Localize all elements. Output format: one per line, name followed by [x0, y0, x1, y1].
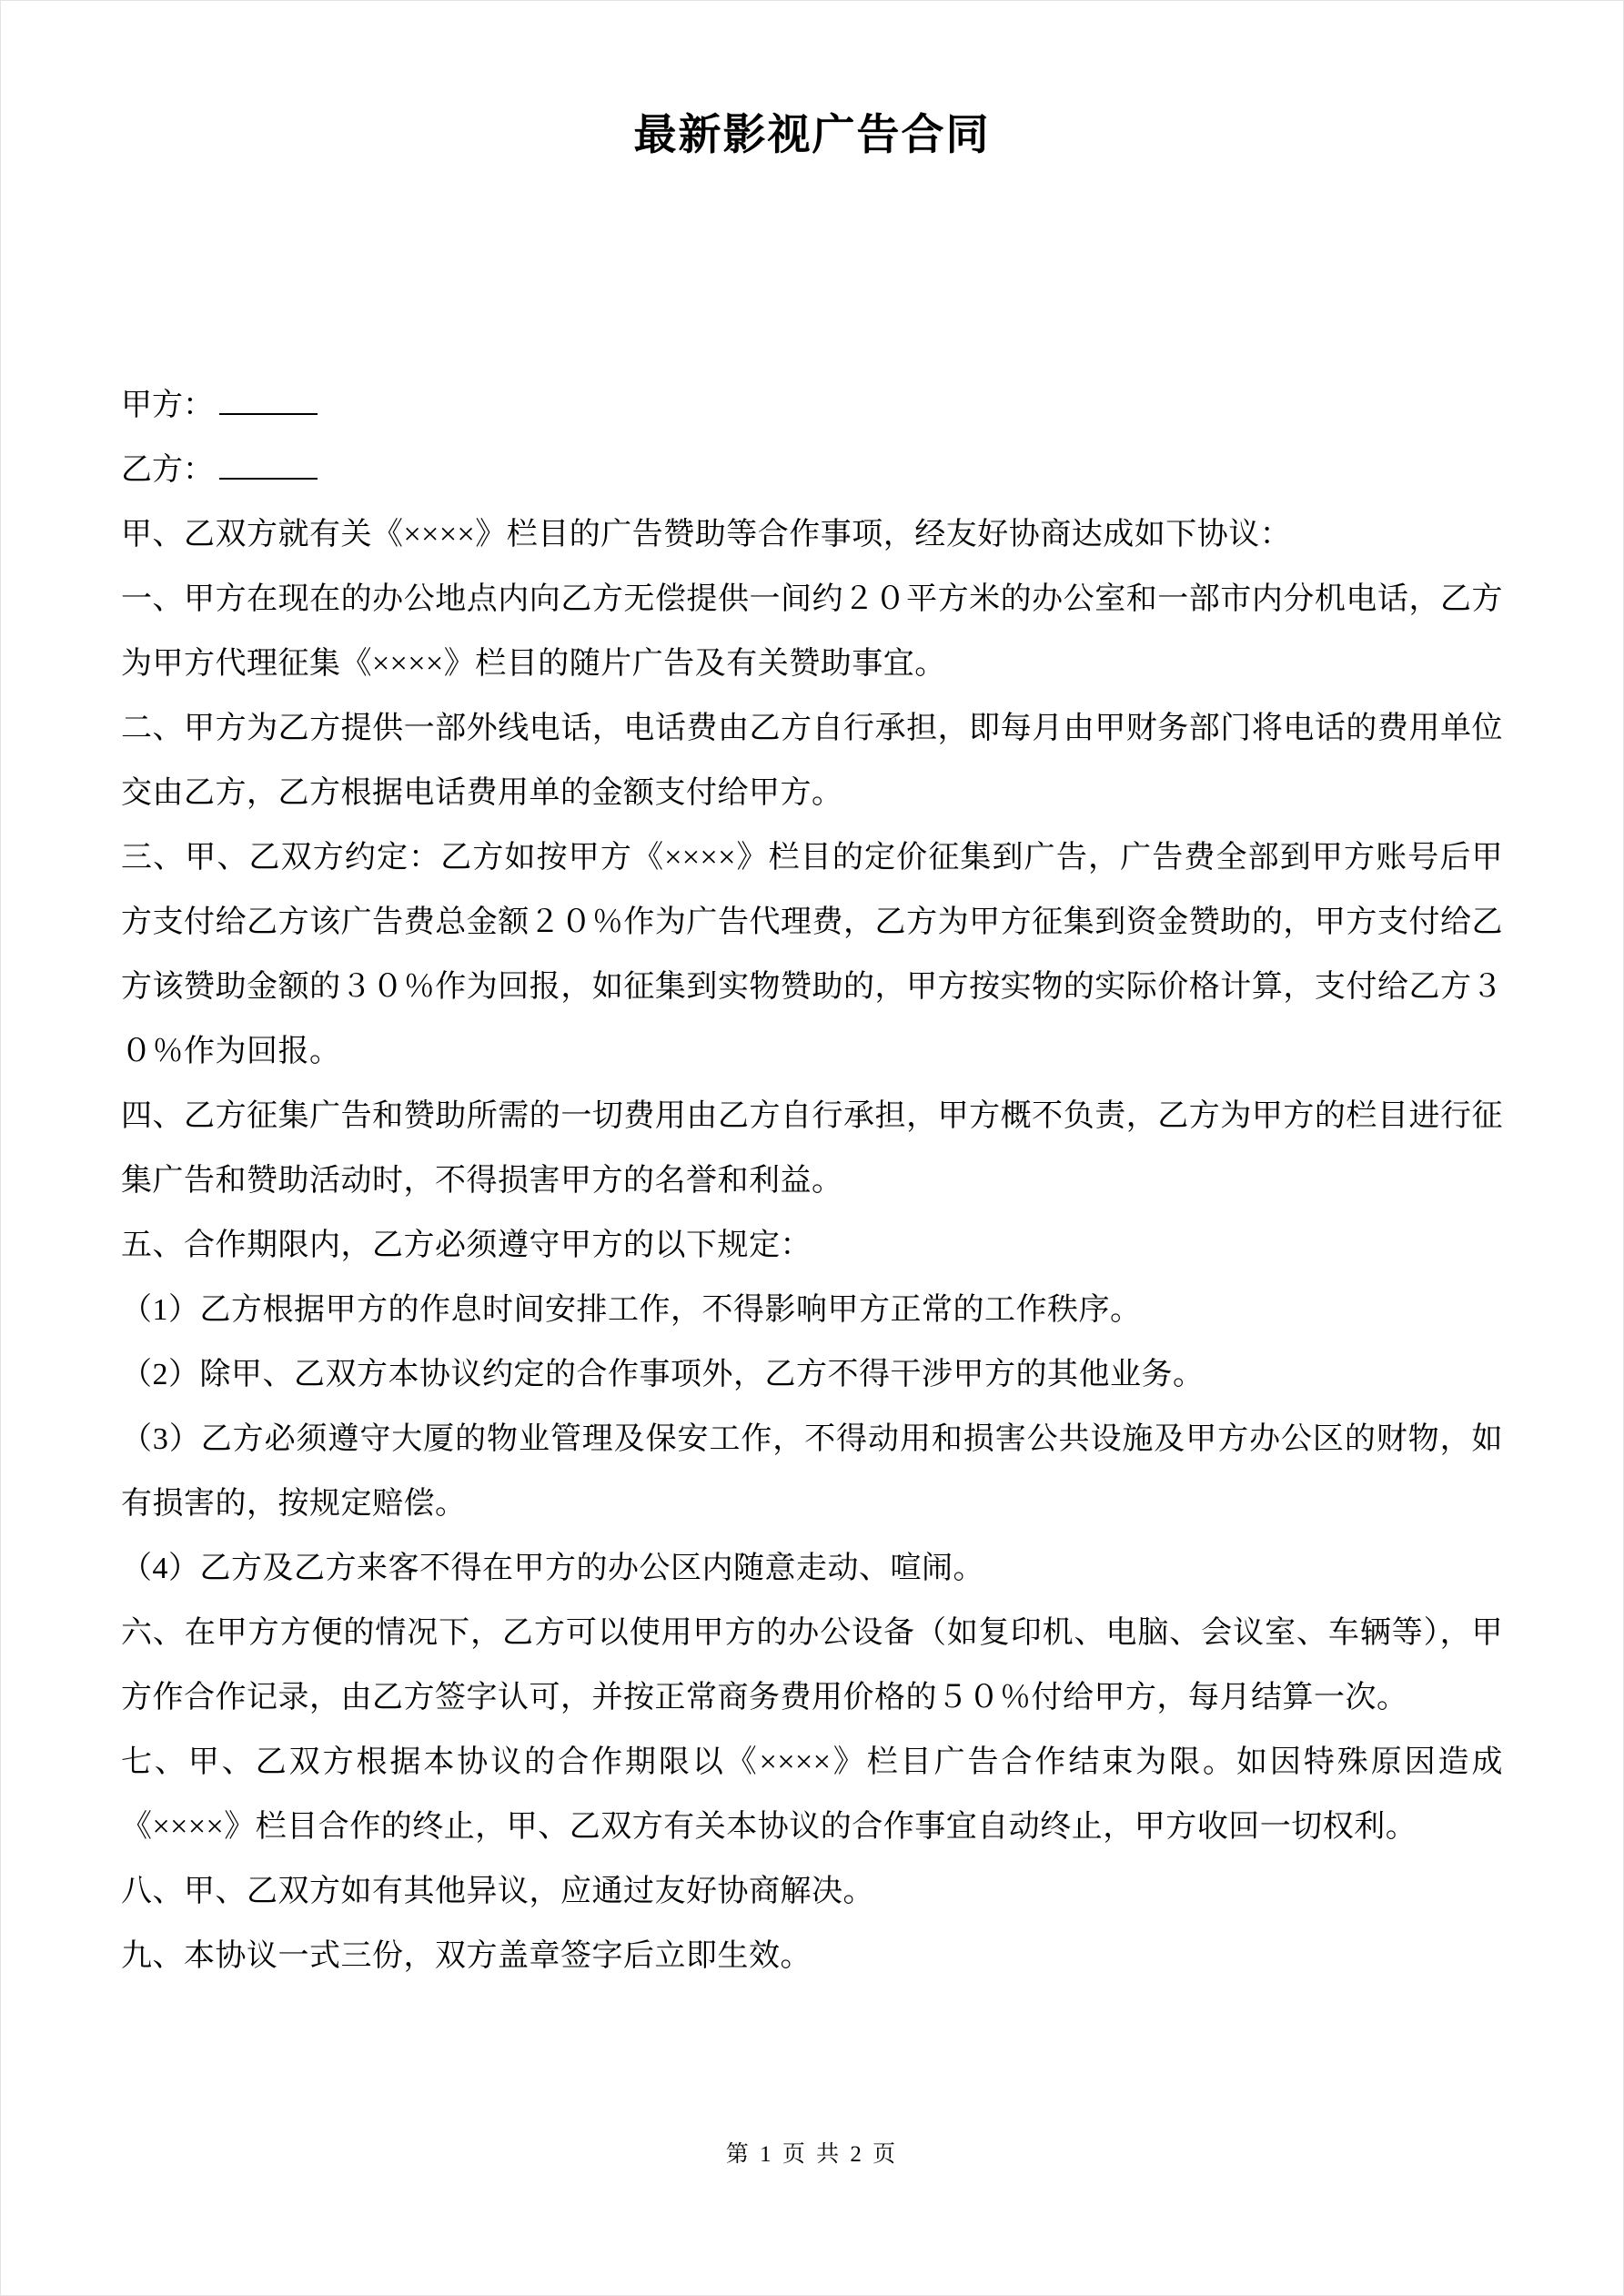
contract-paragraph-clause-3: 三、甲、乙双方约定：乙方如按甲方《××××》栏目的定价征集到广告，广告费全部到甲方账号后甲方支付给乙方该广告费总金额２０％作为广告代理费，乙方为甲方征集到资金赞助的，甲方支付给乙方该赞助金额的３０％作为回报，如征集到实物赞助的，甲方按实物的实际价格计算，支付给乙方３０％作为回报。	[121, 841, 1503, 1068]
contract-paragraph-clause-9: 九、本协议一式三份，双方盖章签字后立即生效。	[121, 1939, 812, 1973]
contract-paragraph-preamble: 甲、乙双方就有关《××××》栏目的广告赞助等合作事项，经友好协商达成如下协议：	[121, 518, 1292, 551]
document-content	[0, 107, 1624, 1988]
party-a-label: 甲方：	[121, 389, 214, 422]
party-b-label: 乙方：	[121, 453, 214, 487]
contract-paragraph-clause-5-item-3: （3）乙方必须遵守大厦的物业管理及保安工作，不得动用和损害公共设施及甲方办公区的财物，如有损害的，按规定赔偿。	[121, 1422, 1503, 1521]
contract-paragraph-clause-5-item-1: （1）乙方根据甲方的作息时间安排工作，不得影响甲方正常的工作秩序。	[121, 1293, 1142, 1327]
contract-paragraph-clause-2: 二、甲方为乙方提供一部外线电话，电话费由乙方自行承担，即每月由甲财务部门将电话的费用单位交由乙方，乙方根据电话费用单的金额支付给甲方。	[121, 712, 1503, 810]
contract-paragraph-clause-6: 六、在甲方方便的情况下，乙方可以使用甲方的办公设备（如复印机、电脑、会议室、车辆等），甲方作合作记录，由乙方签字认可，并按正常商务费用价格的５０％付给甲方，每月结算一次。	[121, 1616, 1503, 1714]
contract-paragraph-clause-8: 八、甲、乙双方如有其他异议，应通过友好协商解决。	[121, 1875, 874, 1908]
contract-paragraph-clause-4: 四、乙方征集广告和赞助所需的一切费用由乙方自行承担，甲方概不负责，乙方为甲方的栏目进行征集广告和赞助活动时，不得损害甲方的名誉和利益。	[121, 1099, 1503, 1198]
page-title: 最新影视广告合同	[633, 112, 991, 159]
party-a-blank	[219, 385, 318, 415]
contract-paragraph-clause-7: 七、甲、乙双方根据本协议的合作期限以《××××》栏目广告合作结束为限。如因特殊原因造成《××××》栏目合作的终止，甲、乙双方有关本协议的合作事宜自动终止，甲方收回一切权利。	[121, 1745, 1503, 1844]
contract-paragraph-clause-5: 五、合作期限内，乙方必须遵守甲方的以下规定：	[121, 1229, 812, 1262]
contract-paragraph-clause-1: 一、甲方在现在的办公地点内向乙方无偿提供一间约２０平方米的办公室和一部市内分机电话，乙方为甲方代理征集《××××》栏目的随片广告及有关赞助事宜。	[121, 582, 1503, 681]
party-a-line	[121, 373, 1503, 438]
page-number-footer: 第 1 页 共 2 页	[725, 2142, 899, 2167]
contract-body	[121, 502, 1503, 1988]
contract-paragraph-clause-5-item-4: （4）乙方及乙方来客不得在甲方的办公区内随意走动、喧闹。	[121, 1552, 984, 1585]
contract-paragraph-clause-5-item-2: （2）除甲、乙双方本协议约定的合作事项外，乙方不得干涉甲方的其他业务。	[121, 1358, 1205, 1391]
party-b-line	[121, 438, 1503, 502]
party-block	[121, 373, 1503, 502]
party-b-blank	[219, 450, 318, 480]
